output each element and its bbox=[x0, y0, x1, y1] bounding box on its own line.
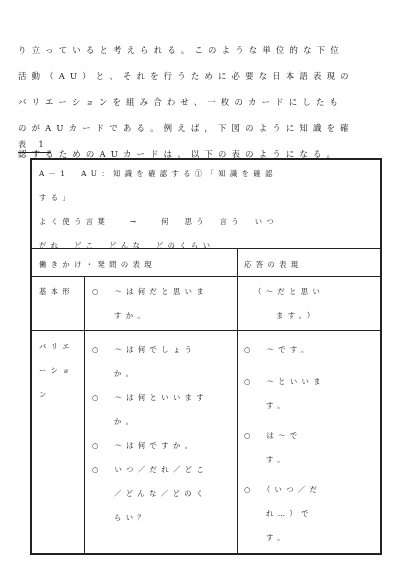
variation-response-line: れ…）で bbox=[266, 509, 313, 518]
variation-response-line: ○ （いつ／だ bbox=[244, 485, 322, 494]
variation-response-line: ○ は～で bbox=[244, 431, 302, 440]
variation-prompt-line: ○ ～は何といいます bbox=[92, 393, 209, 402]
variation-responses bbox=[244, 338, 325, 550]
body-line: 活動（AU）と、それを行うために必要な日本語表現の bbox=[18, 71, 354, 81]
basic-response bbox=[254, 280, 324, 328]
variation-prompt-line: ○ ～は何でしょう bbox=[92, 345, 197, 354]
au-card-table bbox=[30, 158, 382, 555]
common-words-line bbox=[39, 210, 278, 234]
header-left: 働きかけ・発問の表現 bbox=[39, 260, 156, 269]
variation-prompt-line: ○ いつ／だれ／どこ bbox=[92, 465, 209, 474]
common-words bbox=[39, 210, 278, 258]
variation-label-line: ーショ bbox=[39, 366, 74, 375]
basic-prompt bbox=[92, 280, 208, 328]
basic-response-line: （～だと思い bbox=[254, 287, 325, 296]
variation-prompts bbox=[92, 338, 208, 530]
card-title-line: する」 bbox=[39, 193, 75, 202]
divider bbox=[32, 248, 380, 249]
basic-prompt-line: ○ ～は何だと思いま bbox=[92, 287, 209, 296]
common-words-label: よく使う言葉 bbox=[39, 217, 110, 226]
card-title bbox=[39, 162, 277, 210]
basic-label: 基本形 bbox=[39, 287, 75, 296]
variation-response-line: す。 bbox=[266, 401, 289, 410]
card-title-line: A－1 AU：知識を確認する①「知識を確認 bbox=[39, 169, 277, 178]
basic-response-line: ます。） bbox=[276, 311, 319, 320]
body-line: のがAUカードである。例えば，下図のように知識を確 bbox=[18, 123, 354, 133]
variation-prompt-line: ／どんな／どのく bbox=[114, 489, 208, 498]
body-paragraph bbox=[18, 37, 392, 167]
table-caption: 表 1 bbox=[18, 139, 51, 153]
divider bbox=[237, 276, 238, 555]
variation-response-line: ○ ～といいま bbox=[244, 377, 325, 386]
variation-label-line: ン bbox=[39, 390, 51, 399]
arrow-icon: → bbox=[129, 217, 141, 226]
divider bbox=[84, 276, 85, 555]
common-words-list: 何 思う 言う いつ bbox=[161, 217, 279, 226]
variation-prompt-line: ○ ～は何ですか。 bbox=[92, 441, 197, 450]
variation-label bbox=[39, 335, 74, 407]
variation-response-line: す。 bbox=[266, 455, 289, 464]
body-line: バリエーションを組み合わせ、一枚のカードにしたも bbox=[18, 97, 344, 107]
header-right: 応答の表現 bbox=[244, 260, 303, 269]
body-line: 認するためのAUカードは、以下の表のようになる。 bbox=[18, 149, 341, 159]
basic-prompt-line: すか。 bbox=[114, 311, 150, 320]
variation-response-line: す。 bbox=[266, 533, 289, 542]
body-line: り立っていると考えられる。このような単位的な下位 bbox=[18, 45, 344, 55]
common-words-line-2: だれ どこ どんな どのくらい bbox=[39, 241, 215, 250]
variation-prompt-line: か。 bbox=[114, 417, 138, 426]
variation-label-line: バリエ bbox=[39, 342, 74, 351]
variation-prompt-line: か。 bbox=[114, 369, 138, 378]
divider bbox=[32, 330, 380, 331]
divider bbox=[237, 248, 238, 276]
variation-prompt-line: らい？ bbox=[114, 513, 150, 522]
variation-response-line: ○ ～です。 bbox=[244, 345, 313, 354]
